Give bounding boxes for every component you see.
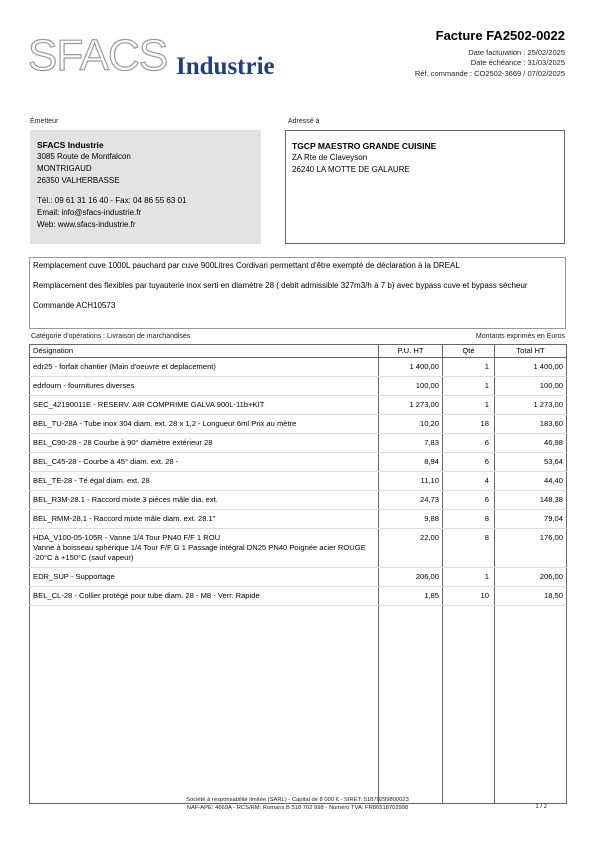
cell-designation: BEL_RMM-28.1 - Raccord mixte mâle diam. ext. 28.1"	[30, 510, 379, 529]
description-line: Remplacement cuve 1000L pauchard par cuve 900Litres Cordivari permettant d'être exempté de déclaration à la DREAL	[33, 261, 460, 270]
table-row	[30, 434, 567, 453]
issuer-address-3: 26350 VALHERBASSE	[37, 176, 120, 185]
issuer-email: Email: info@sfacs-industrie.fr	[37, 208, 142, 217]
cell-quantity: 1	[443, 568, 495, 587]
table-blank-space	[30, 606, 567, 804]
blank-cell	[443, 606, 495, 804]
cell-quantity: 4	[443, 472, 495, 491]
table-row	[30, 510, 567, 529]
column-header-quantity: Qté	[443, 345, 495, 358]
invoice-description	[29, 257, 566, 329]
cell-total: 79,04	[495, 510, 567, 529]
issuer-name: SFACS Industrie	[37, 140, 104, 150]
logo-subtitle: Industrie	[176, 53, 275, 80]
cell-total: 53,64	[495, 453, 567, 472]
table-row	[30, 529, 567, 568]
table-row	[30, 377, 567, 396]
page-number: 1 / 2	[535, 804, 547, 810]
table-row	[30, 358, 567, 377]
table-row	[30, 491, 567, 510]
cell-designation: BEL_TU-28A - Tube inox 304 diam. ext. 28 x 1,2 - Longueur 6ml Prix au mètre	[30, 415, 379, 434]
cell-designation: BEL_CL-28 - Collier protégé pour tube diam. 28 - M8 - Verr. Rapide	[30, 587, 379, 606]
cell-unit-price: 1,85	[379, 587, 443, 606]
description-line: Remplacement des flexibles par tuyauterie inox serti en diamètre 28 ( debit admissible 327m3/h à 7 b) avec bypass cuve et bypass sécheur	[33, 281, 528, 290]
issuer-address-2: MONTRIGAUD	[37, 164, 92, 173]
cell-unit-price: 24,73	[379, 491, 443, 510]
column-header-unit-price: P.U. HT	[379, 345, 443, 358]
addressee-box	[285, 130, 565, 244]
cell-designation: BEL_R3M-28.1 - Raccord mixte 3 pièces mâle dia. ext.	[30, 491, 379, 510]
cell-quantity: 6	[443, 491, 495, 510]
issuer-website: Web: www.sfacs-industrie.fr	[37, 220, 136, 229]
cell-designation: BEL_C45-28 - Courbe à 45° diam. ext. 28 -	[30, 453, 379, 472]
cell-quantity: 10	[443, 587, 495, 606]
cell-unit-price: 7,83	[379, 434, 443, 453]
cell-unit-price: 1 273,00	[379, 396, 443, 415]
logo-wordmark: SFACS	[28, 31, 168, 80]
cell-unit-price: 8,94	[379, 453, 443, 472]
table-row	[30, 396, 567, 415]
issuer-box	[30, 130, 261, 244]
addressee-address-1: ZA Rte de Claveyson	[292, 153, 368, 162]
cell-total: 18,50	[495, 587, 567, 606]
footer-line: Société à responsabilité limitée (SARL) - Capital de 8 000 € - SIRET: 51870299800023	[186, 797, 409, 803]
footer-line: NAF-APE: 4669A - RCS/RM: Romans B 518 702 998 - Numéro TVA: FR86518702998	[186, 805, 409, 811]
cell-unit-price: 9,88	[379, 510, 443, 529]
issuer-label: Émetteur	[30, 118, 59, 125]
issuer-address-1: 3085 Route de Montfalcon	[37, 152, 131, 161]
legal-footer	[0, 796, 595, 812]
issuer-phone: Tél.: 09 61 31 16 40 - Fax: 04 86 55 63 01	[37, 196, 187, 205]
table-header-row	[30, 345, 567, 358]
cell-quantity: 8	[443, 510, 495, 529]
company-logo	[28, 31, 288, 84]
cell-unit-price: 100,00	[379, 377, 443, 396]
cell-quantity: 6	[443, 453, 495, 472]
column-header-total: Total HT	[495, 345, 567, 358]
cell-designation: BEL_C90-28 - 28 Courbe à 90° diamètre extérieur 28	[30, 434, 379, 453]
invoice-date: Date facturation : 25/02/2025	[468, 48, 565, 57]
cell-unit-price: 11,10	[379, 472, 443, 491]
cell-quantity: 8	[443, 529, 495, 568]
blank-cell	[379, 606, 443, 804]
line-items-table	[29, 344, 567, 804]
cell-designation: edr25 - forfait chantier (Main d'oeuvre et deplacement)	[30, 358, 379, 377]
cell-unit-price: 206,00	[379, 568, 443, 587]
cell-total: 100,00	[495, 377, 567, 396]
order-reference: Réf. commande : CO2502-3669 / 07/02/2025	[414, 69, 565, 78]
cell-designation	[30, 529, 379, 568]
invoice-title: Facture FA2502-0022	[435, 28, 565, 43]
cell-unit-price: 10,20	[379, 415, 443, 434]
operation-category: Catégorie d'opérations : Livraison de marchandises	[31, 333, 191, 340]
cell-quantity: 1	[443, 396, 495, 415]
column-header-designation: Désignation	[30, 345, 379, 358]
currency-note: Montants exprimés en Euros	[475, 333, 565, 340]
cell-designation: EDR_SUP - Supportage	[30, 568, 379, 587]
table-row	[30, 568, 567, 587]
cell-total: 46,98	[495, 434, 567, 453]
cell-designation-detail: Vanne à boisseau sphérique 1/4 Tour F/F G 1 Passage intégral DN25 PN40 Poignée acier ROUGE -20°C à +150°C (sauf vapeur)	[33, 543, 366, 562]
blank-cell	[495, 606, 567, 804]
addressee-address-2: 26240 LA MOTTE DE GALAURE	[292, 165, 410, 174]
cell-designation: edrfourn - fournitures diverses	[30, 377, 379, 396]
cell-total: 1 400,00	[495, 358, 567, 377]
addressee-name: TGCP MAESTRO GRANDE CUISINE	[292, 141, 437, 151]
cell-total: 1 273,00	[495, 396, 567, 415]
cell-quantity: 6	[443, 434, 495, 453]
addressee-label: Adressé à	[288, 118, 320, 125]
cell-unit-price: 22,00	[379, 529, 443, 568]
table-row	[30, 453, 567, 472]
cell-total: 206,00	[495, 568, 567, 587]
cell-designation: SEC_42190011E - RESERV. AIR COMPRIME GALVA 900L-11b+KIT	[30, 396, 379, 415]
table-row	[30, 415, 567, 434]
cell-total: 183,60	[495, 415, 567, 434]
cell-designation: BEL_TE-28 - Té égal diam. ext. 28	[30, 472, 379, 491]
due-date: Date échéance : 31/03/2025	[470, 58, 565, 67]
cell-designation-title: HDA_V100-05-105R - Vanne 1/4 Tour PN40 F/F 1 ROU	[33, 533, 221, 542]
table-row	[30, 472, 567, 491]
cell-quantity: 18	[443, 415, 495, 434]
cell-total: 148,38	[495, 491, 567, 510]
cell-quantity: 1	[443, 358, 495, 377]
cell-quantity: 1	[443, 377, 495, 396]
order-number: Commande ACH10573	[33, 301, 116, 310]
blank-cell	[30, 606, 379, 804]
table-row	[30, 587, 567, 606]
cell-total: 176,00	[495, 529, 567, 568]
cell-total: 44,40	[495, 472, 567, 491]
cell-unit-price: 1 400,00	[379, 358, 443, 377]
